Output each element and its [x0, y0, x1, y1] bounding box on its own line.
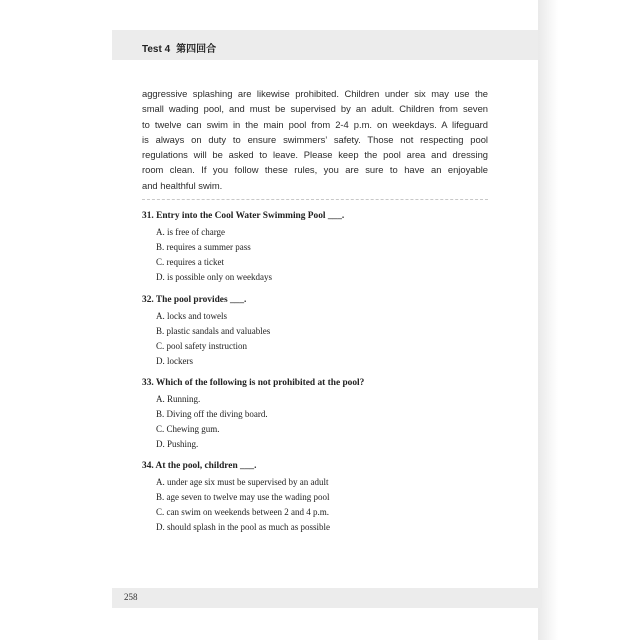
answer-option[interactable]: C. requires a ticket [156, 257, 224, 267]
question-32 [142, 295, 270, 369]
question-title: 33. Which of the following is not prohibited at the pool? [142, 378, 365, 388]
page-number: 258 [124, 592, 138, 602]
answer-option[interactable]: B. requires a summer pass [156, 242, 251, 252]
question-title: 34. At the pool, children ___. [142, 461, 257, 471]
answer-option[interactable]: A. under age six must be supervised by an adult [156, 477, 329, 487]
answer-option[interactable]: A. is free of charge [156, 227, 226, 237]
answer-option[interactable]: D. lockers [156, 356, 193, 366]
section-divider [142, 199, 488, 200]
page-edge-shadow [538, 0, 558, 640]
answer-option[interactable]: B. Diving off the diving board. [156, 409, 268, 419]
passage-line: room clean. If you follow these rules, you are sure to have an enjoyable [142, 164, 488, 176]
answer-option[interactable]: D. should splash in the pool as much as possible [156, 522, 330, 532]
answer-option[interactable]: C. Chewing gum. [156, 424, 220, 434]
answer-option[interactable]: A. Running. [156, 394, 201, 404]
page-header [142, 40, 216, 55]
answer-option[interactable]: D. Pushing. [156, 439, 199, 449]
answer-option[interactable]: C. can swim on weekends between 2 and 4 p.m. [156, 507, 329, 517]
reading-passage [142, 86, 488, 193]
question-title: 32. The pool provides ___. [142, 295, 247, 305]
question-title: 31. Entry into the Cool Water Swimming Pool ___. [142, 211, 345, 221]
answer-option[interactable]: B. plastic sandals and valuables [156, 326, 271, 336]
footer-bar [112, 588, 542, 608]
passage-line: is always on duty to ensure swimmers’ safety. Those not respecting pool [142, 133, 488, 145]
passage-line: aggressive splashing are likewise prohibited. Children under six may use the [142, 88, 488, 99]
answer-option[interactable]: D. is possible only on weekdays [156, 272, 272, 282]
answer-option[interactable]: A. locks and towels [156, 311, 227, 321]
passage-line: and healthful swim. [142, 179, 223, 191]
test-label: Test 4 [142, 44, 171, 55]
passage-line: small wading pool, and must be supervised by an adult. Children from seven [142, 103, 488, 115]
answer-option[interactable]: C. pool safety instruction [156, 341, 247, 351]
chinese-label: 第四回合 [176, 44, 217, 55]
answer-option[interactable]: B. age seven to twelve may use the wading pool [156, 492, 330, 502]
passage-line: regulations will be asked to leave. Please keep the pool area and dressing [142, 149, 488, 161]
question-31 [142, 211, 344, 285]
question-34 [142, 461, 330, 535]
question-33 [142, 378, 364, 452]
passage-line: to twelve can swim in the main pool from 2-4 p.m. on weekdays. A lifeguard [142, 118, 488, 130]
